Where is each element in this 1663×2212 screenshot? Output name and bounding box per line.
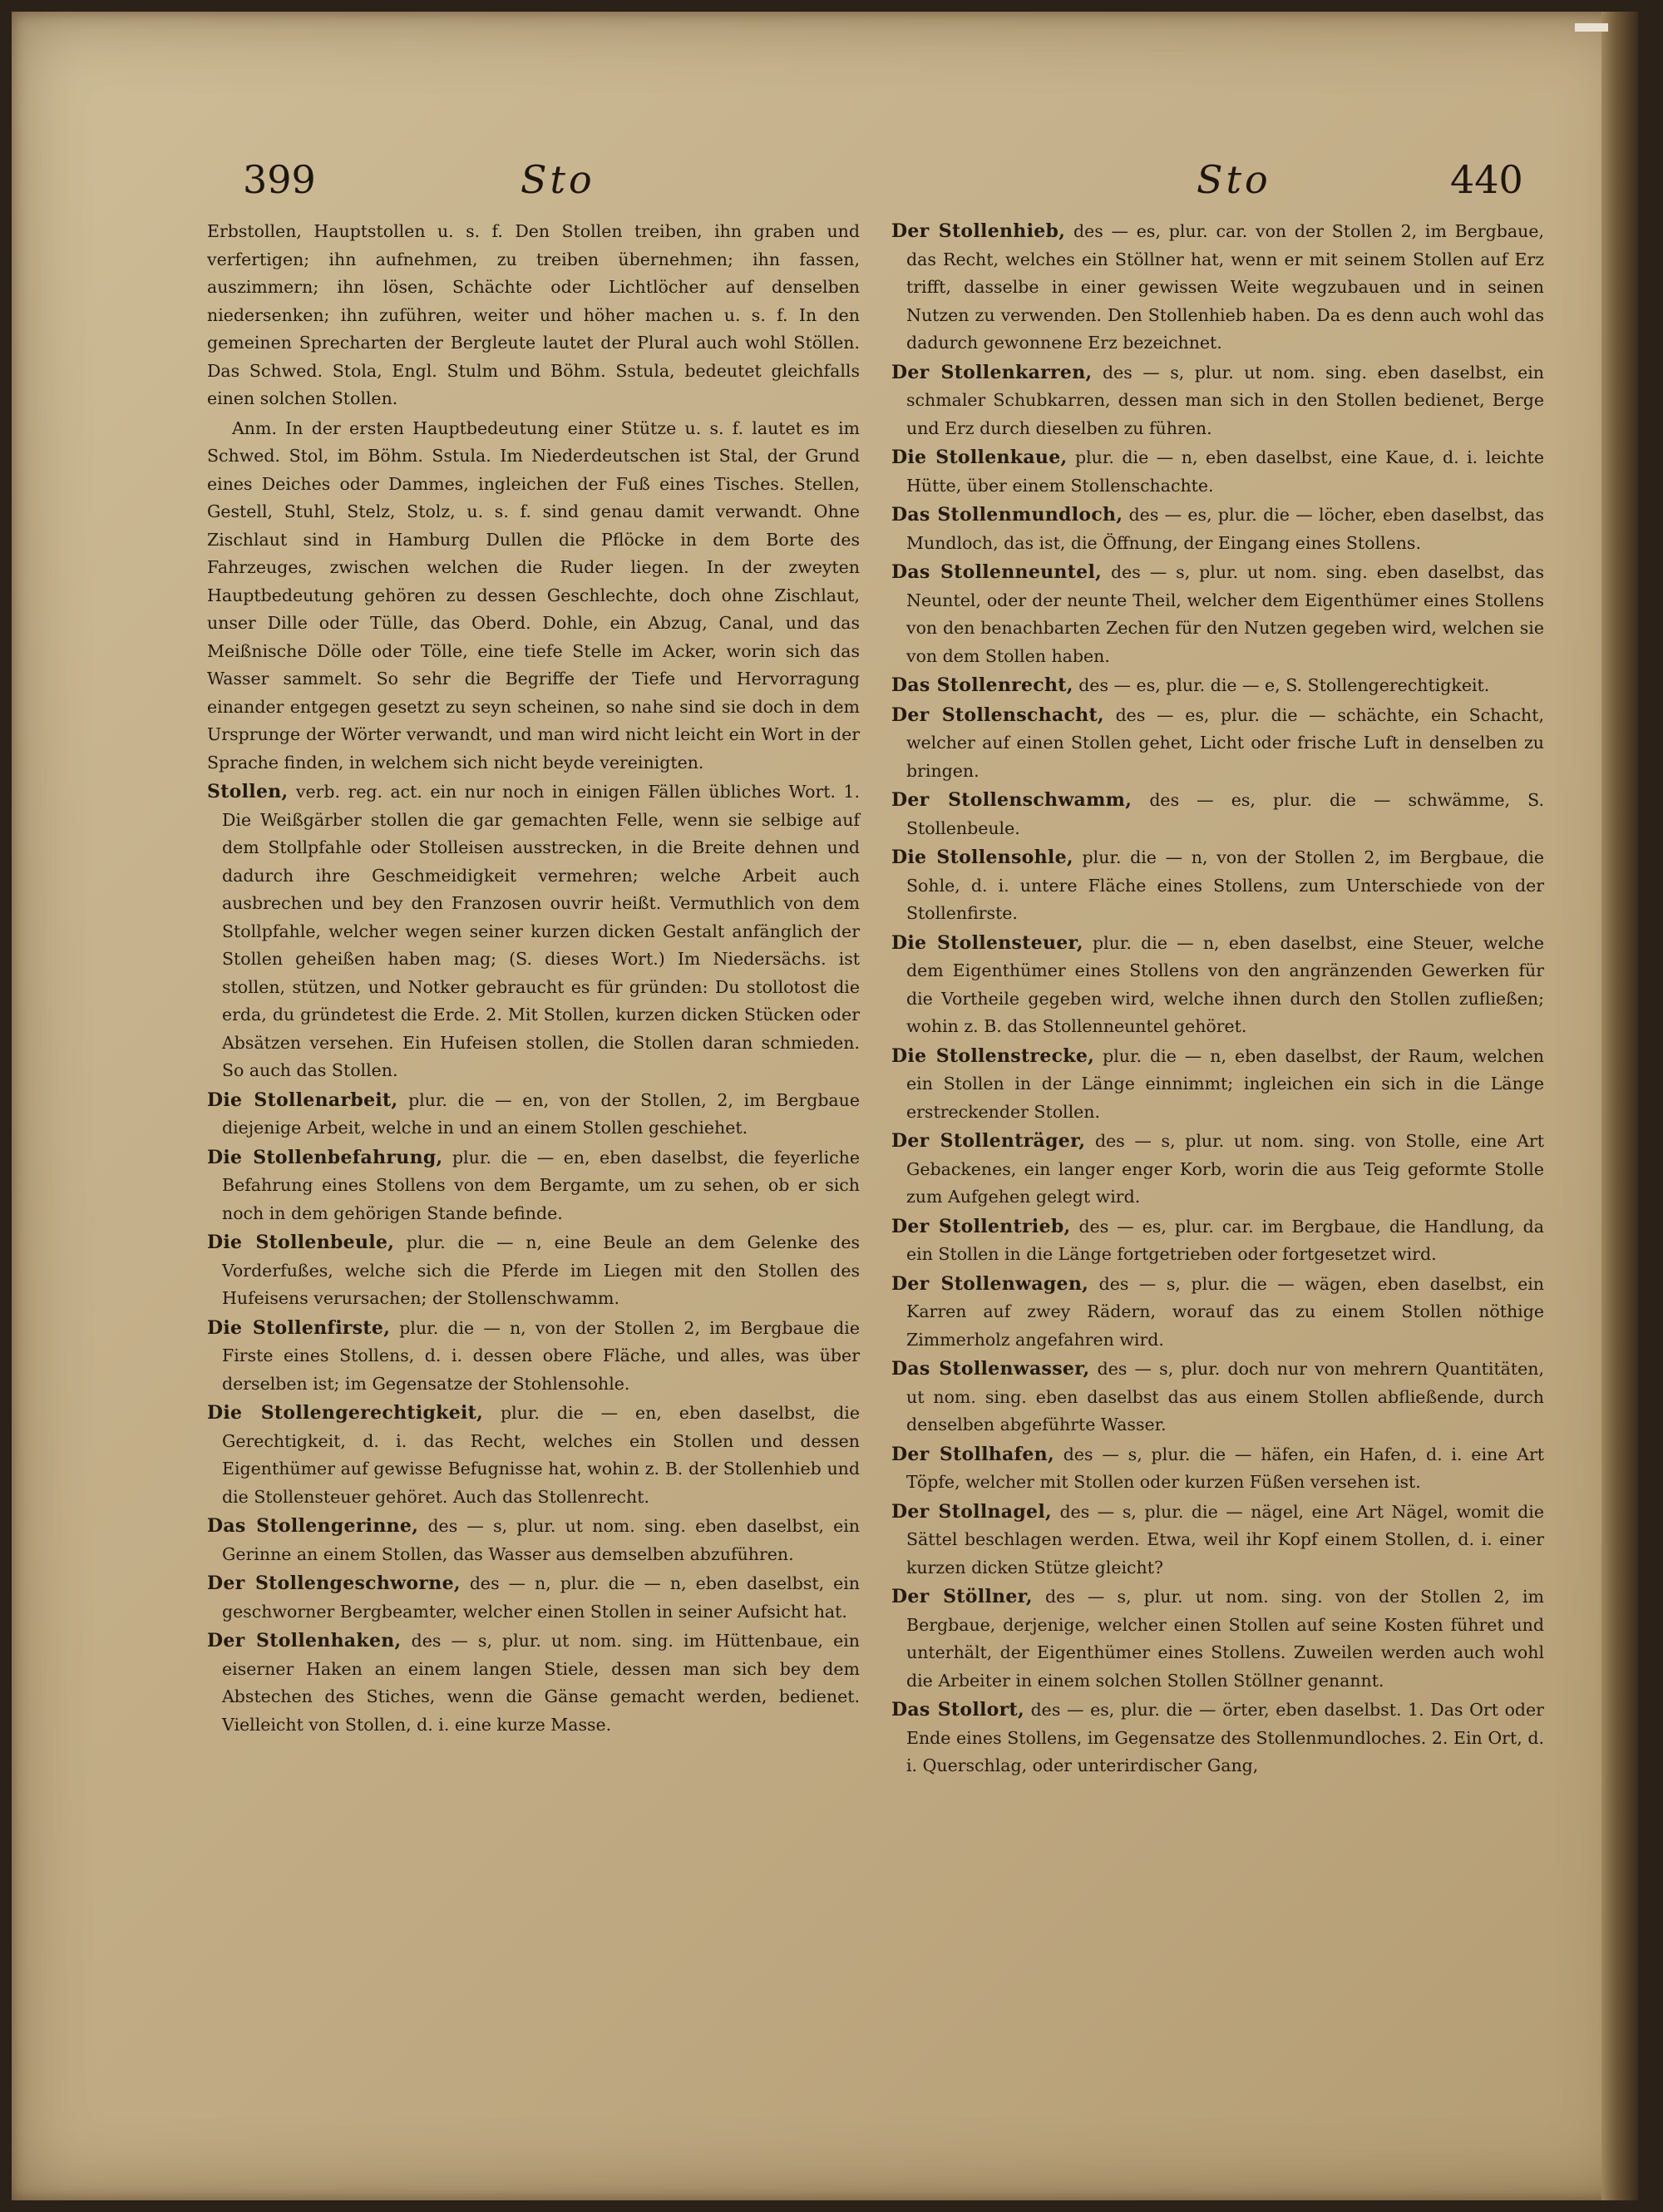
entry-text: plur. die — n, eben daselbst, der Raum, welchen ein Stollen in der Länge einnimmt; ingleichen ein sich in die Länge erstreckender Stollen.	[906, 1045, 1544, 1122]
dictionary-entry	[207, 778, 860, 1085]
dictionary-entry	[207, 1627, 860, 1739]
dictionary-entry	[891, 218, 1544, 358]
entry-text: Erbstollen, Hauptstollen u. s. f. Den Stollen treiben, ihn graben und verfertigen; ihn aufnehmen, zu treiben übernehmen; ihn fassen, auszimmern; ihn lösen, Schächte oder Lichtlöcher auf denselben niedersenken; ihn zuführen, weiter und höher machen u. s. f. In den gemeinen Sprecharten der Bergleute lautet der Plural auch wohl Stöllen. Das Schwed. Stola, Engl. Stulm und Böhm. Sstula, bedeutet gleichfalls einen solchen Stollen.	[207, 221, 860, 408]
entry-headword: Die Stollenkaue,	[891, 447, 1068, 468]
entry-headword: Die Stollensteuer,	[891, 931, 1083, 954]
dictionary-entry	[891, 1355, 1544, 1439]
entry-text: des — es, plur. die — schwämme, S. Stollenbeule.	[906, 790, 1544, 838]
entry-text: plur. die — en, eben daselbst, die feyerliche Befahrung eines Stollens von dem Bergamte, um zu sehen, ob er sich noch in dem gehörigen Stande befinde.	[222, 1147, 860, 1223]
dictionary-entry	[207, 1400, 860, 1511]
entry-text: des — es, plur. die — e, S. Stollengerechtigkeit.	[1078, 675, 1490, 695]
entry-text: plur. die — n, von der Stollen 2, im Bergbaue, die Sohle, d. i. untere Fläche eines Stollens, zum Unterschiede von der Stollenfirste.	[906, 847, 1544, 923]
entry-text: des — es, plur. car. im Bergbaue, die Handlung, da ein Stollen in die Länge fortgetrieben oder fortgesetzet wird.	[906, 1216, 1544, 1264]
dictionary-entry	[891, 1271, 1544, 1355]
entry-text: des — s, plur. ut nom. sing. im Hüttenbaue, ein eiserner Haken an einem langen Stiele, dessen man sich bey dem Abstechen des Stiches, wenn die Gänse gemacht werden, bedienet. Vielleicht von Stollen, d. i. eine kurze Masse.	[222, 1631, 860, 1735]
entry-headword: Der Stollenschacht,	[891, 704, 1104, 726]
dictionary-entry	[891, 1499, 1544, 1582]
entry-headword: Der Stollenkarren,	[891, 361, 1093, 383]
dictionary-entry	[891, 702, 1544, 786]
entry-text: des — s, plur. ut nom. sing. von Stolle, eine Art Gebackenes, ein langer enger Korb, worin die aus Teig geformte Stolle zum Aufgehen gelegt wird.	[906, 1131, 1544, 1207]
entry-headword: Das Stollengerinne,	[207, 1515, 419, 1537]
dictionary-entry	[891, 1583, 1544, 1695]
entry-headword: Der Stollenhaken,	[207, 1630, 402, 1652]
entry-text: des — es, plur. car. von der Stollen 2, im Bergbaue, das Recht, welches ein Stöllner hat, wenn er mit seinem Stollen auf Erz trifft, dasselbe in einer gewissen Weite wegzubauen und in seinen Nutzen zu verwenden. Den Stollenhieb haben. Da es denn auch wohl das dadurch gewonnene Erz bezeichnet.	[906, 221, 1544, 353]
entry-text: des — s, plur. doch nur von mehrern Quantitäten, ut nom. sing. eben daselbst das aus einem Stollen abfließende, durch denselben abgeführte Wasser.	[906, 1359, 1544, 1434]
entry-headword: Das Stollenwasser,	[891, 1358, 1090, 1380]
entry-headword: Das Stollort,	[891, 1699, 1024, 1721]
book-spine	[1601, 12, 1638, 2200]
entry-headword: Die Stollenfirste,	[207, 1316, 391, 1339]
entry-headword: Der Stollhafen,	[891, 1443, 1054, 1465]
entry-headword: Die Stollenarbeit,	[207, 1089, 398, 1111]
entry-headword: Der Stollnagel,	[891, 1500, 1052, 1523]
dictionary-entry	[891, 1128, 1544, 1212]
dictionary-entry	[207, 1087, 860, 1143]
entry-text: des — s, plur. ut nom. sing. von der Stollen 2, im Bergbaue, derjenige, welcher einen Stollen auf seine Kosten führet und unterhält, der Eigenthümer eines Stollens. Zuweilen werden auch wohl die Arbeiter in einem solchen Stollen Stöllner genannt.	[906, 1587, 1544, 1691]
book-page	[12, 12, 1638, 2200]
entry-text: des — n, plur. die — n, eben daselbst, ein geschworner Bergbeamter, welcher einen Stollen in seiner Aufsicht hat.	[222, 1573, 860, 1622]
entry-headword: Der Stollenhieb,	[891, 220, 1066, 242]
entry-headword: Die Stollenbeule,	[207, 1232, 395, 1253]
dictionary-entry	[891, 844, 1544, 928]
entry-headword: Die Stollenbefahrung,	[207, 1146, 443, 1168]
dictionary-entry	[891, 501, 1544, 557]
entry-headword: Der Stollenwagen,	[891, 1272, 1089, 1295]
entry-text: plur. die — en, eben daselbst, die Gerechtigkeit, d. i. das Recht, welches ein Stollen und dessen Eigenthümer auf gewisse Befugnisse hat, wohin z. B. der Stollenhieb und die Stollensteuer gehöret. Auch das Stollenrecht.	[222, 1403, 860, 1507]
entry-headword: Die Stollensohle,	[891, 847, 1073, 868]
entry-text: des — s, plur. die — wägen, eben daselbst, ein Karren auf zwey Rädern, worauf das zu einem Stollen nöthige Zimmerholz angefahren wird.	[906, 1273, 1544, 1350]
dictionary-entry	[891, 1043, 1544, 1127]
entry-text: plur. die — n, eben daselbst, eine Kaue, d. i. leichte Hütte, über einem Stollenschachte.	[906, 447, 1544, 496]
dictionary-entry	[891, 672, 1544, 700]
entry-text: des — es, plur. die — löcher, eben daselbst, das Mundloch, das ist, die Öffnung, der Eingang eines Stollens.	[906, 505, 1544, 553]
dictionary-entry	[207, 218, 860, 413]
entry-text: plur. die — n, eine Beule an dem Gelenke des Vorderfußes, welche sich die Pferde im Liegen mit den Stollen des Hufeisens verursachen; der Stollenschwamm.	[222, 1232, 860, 1308]
dictionary-entry	[207, 1513, 860, 1568]
entry-text: plur. die — en, von der Stollen, 2, im Bergbaue diejenige Arbeit, welche in und an einem Stollen geschiehet.	[222, 1089, 860, 1138]
running-head-right: Sto	[1197, 157, 1271, 202]
page-number-right: 440	[1450, 157, 1523, 202]
etymology-note	[207, 415, 860, 778]
entry-headword: Der Stollentrieb,	[891, 1215, 1071, 1237]
dictionary-entry	[891, 559, 1544, 670]
entry-headword: Der Stöllner,	[891, 1586, 1033, 1607]
dictionary-entry	[891, 1696, 1544, 1780]
entry-text: des — es, plur. die — örter, eben daselbst. 1. Das Ort oder Ende eines Stollens, im Gegensatze des Stollenmundloches. 2. Ein Ort, d. i. Querschlag, oder unterirdischer Gang,	[906, 1700, 1544, 1775]
dictionary-entry	[891, 1213, 1544, 1269]
running-head-left: Sto	[521, 157, 595, 202]
entry-text: verb. reg. act. ein nur noch in einigen Fällen übliches Wort. 1. Die Weißgärber stollen die gar gemachten Felle, wenn sie selbige auf dem Stollpfahle oder Stolleisen ausstrecken, in die Breite dehnen und dadurch ihre Geschmeidigkeit vermehren; welche Arbeit auch ausbrechen und bey den Franzosen ouvrir heißt. Vermuthlich von dem Stollpfahle, welcher wegen seiner kurzen dicken Gestalt anfänglich der Stollen geheißen haben mag; (S. dieses Wort.) Im Niedersächs. ist stollen, stützen, und Notker gebraucht es für gründen: Du stollotost die erda, du gründetest die Erde. 2. Mit Stollen, kurzen dicken Stücken oder Absätzen versehen. Ein Hufeisen stollen, die Stollen daran schmieden. So auch das Stollen.	[222, 782, 860, 1080]
dictionary-entry	[207, 1144, 860, 1228]
entry-headword: Die Stollenstrecke,	[891, 1044, 1095, 1067]
dictionary-entry	[891, 444, 1544, 500]
entry-headword: Die Stollengerechtigkeit,	[207, 1402, 484, 1424]
right-column	[891, 218, 1544, 1782]
entry-text: des — s, plur. ut nom. sing. eben daselbst, ein schmaler Schubkarren, dessen man sich in den Stollen bedienet, Berge und Erz durch dieselben zu führen.	[906, 362, 1544, 438]
entry-headword: Stollen,	[207, 781, 289, 802]
entry-text: des — s, plur. die — nägel, eine Art Nägel, womit die Sättel beschlagen werden. Etwa, weil ihr Kopf einem Stollen, d. i. einer kurzen dicken Stütze gleicht?	[906, 1501, 1544, 1578]
entry-text: plur. die — n, von der Stollen 2, im Bergbaue die Firste eines Stollens, d. i. dessen obere Fläche, und alles, was über derselben ist; im Gegensatze der Stohlensohle.	[222, 1317, 860, 1394]
dictionary-entry	[891, 787, 1544, 842]
entry-headword: Das Stollenmundloch,	[891, 504, 1123, 526]
dictionary-entry	[891, 930, 1544, 1041]
page-corner-tab	[1575, 23, 1608, 32]
entry-headword: Der Stollengeschworne,	[207, 1573, 461, 1594]
dictionary-entry	[207, 1229, 860, 1313]
left-column	[207, 218, 860, 1740]
entry-text: plur. die — n, eben daselbst, eine Steuer, welche dem Eigenthümer eines Stollens von den angränzenden Gewerken für die Vortheile gegeben wird, welche ihnen durch den Stollen zufließen; wohin z. B. das Stollenneuntel gehöret.	[906, 932, 1544, 1036]
entry-headword: Das Stollenrecht,	[891, 674, 1073, 696]
dictionary-entry	[891, 359, 1544, 443]
dictionary-entry	[207, 1315, 860, 1399]
entry-headword: Der Stollenträger,	[891, 1130, 1086, 1152]
entry-headword: Der Stollenschwamm,	[891, 789, 1133, 811]
dictionary-entry	[891, 1441, 1544, 1497]
page-number-left: 399	[243, 157, 316, 202]
running-header	[12, 155, 1638, 205]
entry-text: des — s, plur. die — häfen, ein Hafen, d. i. eine Art Töpfe, welcher mit Stollen oder kurzen Füßen versehen ist.	[906, 1444, 1544, 1492]
dictionary-entry	[207, 1570, 860, 1626]
entry-text: des — s, plur. ut nom. sing. eben daselbst, das Neuntel, oder der neunte Theil, welcher dem Eigenthümer eines Stollens von den benachbarten Zechen für den Nutzen gegeben wird, welchen sie von dem Stollen haben.	[906, 562, 1544, 666]
entry-text: Anm. In der ersten Hauptbedeutung einer Stütze u. s. f. lautet es im Schwed. Stol, im Böhm. Sstula. Im Niederdeutschen ist Stal, der Grund eines Deiches oder Dammes, ingleichen der Fuß eines Tisches. Stellen, Gestell, Stuhl, Stelz, Stolz, u. s. f. sind genau damit verwandt. Ohne Zischlaut sind in Hamburg Dullen die Pflöcke in dem Borte des Fahrzeuges, zwischen welchen die Ruder liegen. In der zweyten Hauptbedeutung gehören zu dessen Geschlechte, doch ohne Zischlaut, unser Dille oder Tülle, das Oberd. Dohle, ein Abzug, Canal, und das Meißnische Dölle oder Tölle, eine tiefe Stelle im Acker, worin sich das Wasser sammelt. So sehr die Begriffe der Tiefe und Hervorragung einander entgegen gesetzt zu seyn scheinen, so nahe sind sie doch in dem Ursprunge der Wörter verwandt, und man wird nicht leicht ein Wort in der Sprache finden, in welchem sich nicht beyde vereinigten.	[207, 417, 860, 773]
entry-text: des — s, plur. ut nom. sing. eben daselbst, ein Gerinne an einem Stollen, das Wasser aus demselben abzuführen.	[222, 1516, 860, 1564]
entry-text: des — es, plur. die — schächte, ein Schacht, welcher auf einen Stollen gehet, Licht oder frische Luft in denselben zu bringen.	[906, 704, 1544, 781]
entry-headword: Das Stollenneuntel,	[891, 561, 1103, 583]
